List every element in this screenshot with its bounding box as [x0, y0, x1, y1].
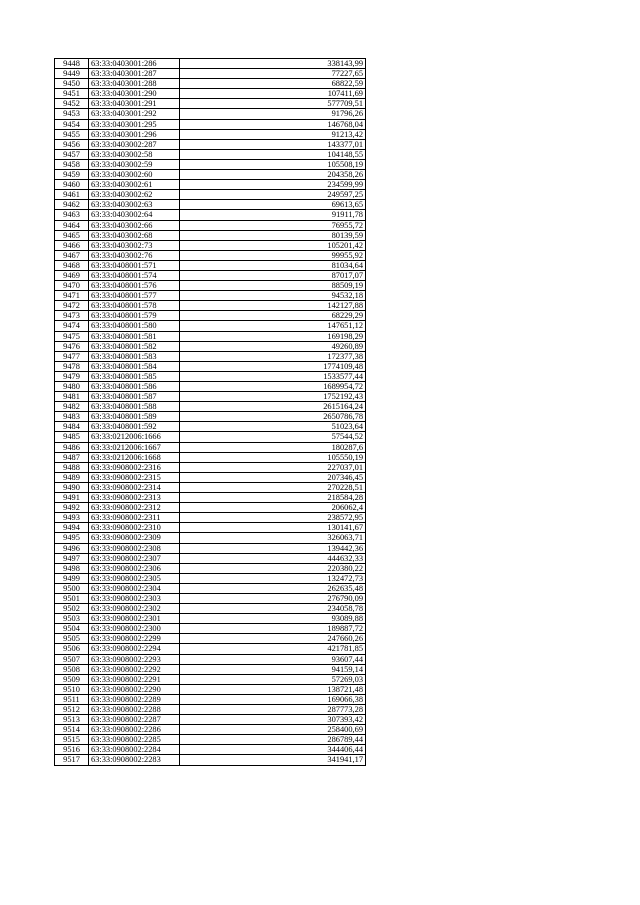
cadastral-number-cell: 63:33:0403001:291	[89, 99, 180, 109]
value-cell: 142127,88	[180, 301, 366, 311]
table-row	[55, 735, 366, 745]
cadastral-number-cell: 63:33:0908002:2292	[89, 664, 180, 674]
value-cell: 88509,19	[180, 281, 366, 291]
value-cell: 69613,65	[180, 200, 366, 210]
cadastral-number-cell: 63:33:0408001:584	[89, 361, 180, 371]
value-cell: 147651,12	[180, 321, 366, 331]
cadastral-number-cell: 63:33:0403002:60	[89, 170, 180, 180]
value-cell: 105201,42	[180, 240, 366, 250]
cadastral-number-cell: 63:33:0403002:64	[89, 210, 180, 220]
table-row	[55, 79, 366, 89]
cadastral-number-cell: 63:33:0908002:2309	[89, 533, 180, 543]
value-cell: 94159,14	[180, 664, 366, 674]
value-cell: 218584,28	[180, 493, 366, 503]
value-cell: 104148,55	[180, 149, 366, 159]
value-cell: 220380,22	[180, 563, 366, 573]
value-cell: 270228,51	[180, 482, 366, 492]
table-row	[55, 503, 366, 513]
row-number-cell: 9463	[55, 210, 89, 220]
cadastral-number-cell: 63:33:0403001:295	[89, 119, 180, 129]
value-cell: 307393,42	[180, 715, 366, 725]
value-cell: 238572,95	[180, 513, 366, 523]
table-row	[55, 281, 366, 291]
row-number-cell: 9481	[55, 392, 89, 402]
value-cell: 189887,72	[180, 624, 366, 634]
table-row	[55, 129, 366, 139]
table-row	[55, 392, 366, 402]
value-cell: 93089,88	[180, 614, 366, 624]
cadastral-number-cell: 63:33:0908002:2305	[89, 573, 180, 583]
row-number-cell: 9491	[55, 493, 89, 503]
table-row	[55, 694, 366, 704]
table-row	[55, 260, 366, 270]
value-cell: 91911,78	[180, 210, 366, 220]
table-row	[55, 624, 366, 634]
value-cell: 169198,29	[180, 331, 366, 341]
table-row	[55, 715, 366, 725]
row-number-cell: 9448	[55, 59, 89, 69]
row-number-cell: 9473	[55, 311, 89, 321]
cadastral-number-cell: 63:33:0908002:2291	[89, 674, 180, 684]
cadastral-number-cell: 63:33:0403001:287	[89, 69, 180, 79]
table-row	[55, 109, 366, 119]
row-number-cell: 9500	[55, 583, 89, 593]
table-row	[55, 573, 366, 583]
cadastral-number-cell: 63:33:0408001:585	[89, 371, 180, 381]
cadastral-number-cell: 63:33:0908002:2312	[89, 503, 180, 513]
cadastral-number-cell: 63:33:0403001:292	[89, 109, 180, 119]
table-row	[55, 382, 366, 392]
cadastral-number-cell: 63:33:0908002:2303	[89, 593, 180, 603]
row-number-cell: 9479	[55, 371, 89, 381]
table-row	[55, 69, 366, 79]
table-row	[55, 442, 366, 452]
cadastral-number-cell: 63:33:0908002:2299	[89, 634, 180, 644]
table-row	[55, 674, 366, 684]
table-row	[55, 422, 366, 432]
value-cell: 57269,03	[180, 674, 366, 684]
row-number-cell: 9459	[55, 170, 89, 180]
value-cell: 93607,44	[180, 654, 366, 664]
row-number-cell: 9455	[55, 129, 89, 139]
row-number-cell: 9480	[55, 382, 89, 392]
value-cell: 80139,59	[180, 230, 366, 240]
cadastral-number-cell: 63:33:0908002:2316	[89, 462, 180, 472]
row-number-cell: 9511	[55, 694, 89, 704]
cadastral-value-table	[54, 58, 366, 766]
value-cell: 169066,38	[180, 694, 366, 704]
value-cell: 94532,18	[180, 291, 366, 301]
row-number-cell: 9489	[55, 472, 89, 482]
table-row	[55, 472, 366, 482]
table-row	[55, 745, 366, 755]
value-cell: 2650786,78	[180, 412, 366, 422]
value-cell: 91213,42	[180, 129, 366, 139]
row-number-cell: 9468	[55, 260, 89, 270]
table-row	[55, 220, 366, 230]
row-number-cell: 9469	[55, 270, 89, 280]
row-number-cell: 9456	[55, 139, 89, 149]
cadastral-number-cell: 63:33:0403002:76	[89, 250, 180, 260]
table-row	[55, 180, 366, 190]
value-cell: 138721,48	[180, 684, 366, 694]
cadastral-number-cell: 63:33:0908002:2293	[89, 654, 180, 664]
value-cell: 207346,45	[180, 472, 366, 482]
row-number-cell: 9495	[55, 533, 89, 543]
table-row	[55, 119, 366, 129]
value-cell: 99955,92	[180, 250, 366, 260]
table-row	[55, 583, 366, 593]
row-number-cell: 9502	[55, 604, 89, 614]
table-row	[55, 371, 366, 381]
table-row	[55, 614, 366, 624]
table-body	[55, 59, 366, 766]
table-row	[55, 240, 366, 250]
table-row	[55, 361, 366, 371]
value-cell: 287773,28	[180, 705, 366, 715]
row-number-cell: 9454	[55, 119, 89, 129]
cadastral-number-cell: 63:33:0908002:2304	[89, 583, 180, 593]
table-row	[55, 705, 366, 715]
row-number-cell: 9498	[55, 563, 89, 573]
row-number-cell: 9487	[55, 452, 89, 462]
cadastral-number-cell: 63:33:0408001:592	[89, 422, 180, 432]
value-cell: 105550,19	[180, 452, 366, 462]
row-number-cell: 9508	[55, 664, 89, 674]
row-number-cell: 9486	[55, 442, 89, 452]
cadastral-number-cell: 63:33:0408001:589	[89, 412, 180, 422]
row-number-cell: 9496	[55, 543, 89, 553]
table-row	[55, 432, 366, 442]
row-number-cell: 9478	[55, 361, 89, 371]
cadastral-number-cell: 63:33:0908002:2314	[89, 482, 180, 492]
value-cell: 180287,6	[180, 442, 366, 452]
table-row	[55, 634, 366, 644]
cadastral-number-cell: 63:33:0403002:73	[89, 240, 180, 250]
value-cell: 344406,44	[180, 745, 366, 755]
cadastral-number-cell: 63:33:0403002:62	[89, 190, 180, 200]
table-row	[55, 493, 366, 503]
value-cell: 130141,67	[180, 523, 366, 533]
value-cell: 132472,73	[180, 573, 366, 583]
row-number-cell: 9505	[55, 634, 89, 644]
cadastral-number-cell: 63:33:0403001:288	[89, 79, 180, 89]
value-cell: 81034,64	[180, 260, 366, 270]
table-row	[55, 452, 366, 462]
cadastral-number-cell: 63:33:0212006:1668	[89, 452, 180, 462]
value-cell: 341941,17	[180, 755, 366, 765]
row-number-cell: 9513	[55, 715, 89, 725]
cadastral-number-cell: 63:33:0408001:587	[89, 392, 180, 402]
value-cell: 1533577,44	[180, 371, 366, 381]
cadastral-number-cell: 63:33:0408001:580	[89, 321, 180, 331]
value-cell: 262635,48	[180, 583, 366, 593]
table-row	[55, 270, 366, 280]
table-row	[55, 462, 366, 472]
cadastral-number-cell: 63:33:0408001:574	[89, 270, 180, 280]
cadastral-number-cell: 63:33:0908002:2307	[89, 553, 180, 563]
row-number-cell: 9482	[55, 402, 89, 412]
table-row	[55, 351, 366, 361]
value-cell: 286789,44	[180, 735, 366, 745]
value-cell: 143377,01	[180, 139, 366, 149]
row-number-cell: 9493	[55, 513, 89, 523]
table-row	[55, 654, 366, 664]
cadastral-number-cell: 63:33:0408001:581	[89, 331, 180, 341]
cadastral-number-cell: 63:33:0408001:582	[89, 341, 180, 351]
value-cell: 68229,29	[180, 311, 366, 321]
cadastral-number-cell: 63:33:0408001:577	[89, 291, 180, 301]
cadastral-number-cell: 63:33:0908002:2283	[89, 755, 180, 765]
table-row	[55, 604, 366, 614]
table-row	[55, 412, 366, 422]
value-cell: 338143,99	[180, 59, 366, 69]
row-number-cell: 9476	[55, 341, 89, 351]
row-number-cell: 9451	[55, 89, 89, 99]
table-row	[55, 99, 366, 109]
value-cell: 234058,78	[180, 604, 366, 614]
cadastral-number-cell: 63:33:0408001:579	[89, 311, 180, 321]
cadastral-number-cell: 63:33:0908002:2284	[89, 745, 180, 755]
row-number-cell: 9488	[55, 462, 89, 472]
cadastral-number-cell: 63:33:0908002:2294	[89, 644, 180, 654]
cadastral-number-cell: 63:33:0403002:68	[89, 230, 180, 240]
row-number-cell: 9492	[55, 503, 89, 513]
value-cell: 421781,85	[180, 644, 366, 654]
row-number-cell: 9514	[55, 725, 89, 735]
row-number-cell: 9516	[55, 745, 89, 755]
row-number-cell: 9483	[55, 412, 89, 422]
value-cell: 51023,64	[180, 422, 366, 432]
value-cell: 2615164,24	[180, 402, 366, 412]
row-number-cell: 9462	[55, 200, 89, 210]
row-number-cell: 9471	[55, 291, 89, 301]
table-row	[55, 563, 366, 573]
cadastral-number-cell: 63:33:0908002:2311	[89, 513, 180, 523]
table-row	[55, 402, 366, 412]
row-number-cell: 9453	[55, 109, 89, 119]
row-number-cell: 9512	[55, 705, 89, 715]
value-cell: 107411,69	[180, 89, 366, 99]
row-number-cell: 9494	[55, 523, 89, 533]
row-number-cell: 9475	[55, 331, 89, 341]
cadastral-number-cell: 63:33:0212006:1667	[89, 442, 180, 452]
row-number-cell: 9449	[55, 69, 89, 79]
value-cell: 249597,25	[180, 190, 366, 200]
row-number-cell: 9464	[55, 220, 89, 230]
cadastral-number-cell: 63:33:0403001:296	[89, 129, 180, 139]
table-row	[55, 59, 366, 69]
row-number-cell: 9470	[55, 281, 89, 291]
value-cell: 1689954,72	[180, 382, 366, 392]
table-row	[55, 725, 366, 735]
cadastral-number-cell: 63:33:0408001:586	[89, 382, 180, 392]
value-cell: 57544,52	[180, 432, 366, 442]
row-number-cell: 9490	[55, 482, 89, 492]
table-row	[55, 513, 366, 523]
table-row	[55, 644, 366, 654]
table-row	[55, 210, 366, 220]
value-cell: 577709,51	[180, 99, 366, 109]
cadastral-number-cell: 63:33:0403002:61	[89, 180, 180, 190]
value-cell: 77227,65	[180, 69, 366, 79]
table-row	[55, 755, 366, 765]
cadastral-number-cell: 63:33:0908002:2306	[89, 563, 180, 573]
row-number-cell: 9472	[55, 301, 89, 311]
table-row	[55, 593, 366, 603]
cadastral-number-cell: 63:33:0908002:2313	[89, 493, 180, 503]
value-cell: 258400,69	[180, 725, 366, 735]
cadastral-number-cell: 63:33:0403002:63	[89, 200, 180, 210]
value-cell: 276790,09	[180, 593, 366, 603]
cadastral-number-cell: 63:33:0908002:2315	[89, 472, 180, 482]
row-number-cell: 9461	[55, 190, 89, 200]
row-number-cell: 9452	[55, 99, 89, 109]
row-number-cell: 9501	[55, 593, 89, 603]
table-row	[55, 533, 366, 543]
table-row	[55, 301, 366, 311]
row-number-cell: 9458	[55, 159, 89, 169]
value-cell: 76955,72	[180, 220, 366, 230]
cadastral-number-cell: 63:33:0908002:2302	[89, 604, 180, 614]
row-number-cell: 9450	[55, 79, 89, 89]
value-cell: 172377,38	[180, 351, 366, 361]
cadastral-number-cell: 63:33:0403001:286	[89, 59, 180, 69]
table-row	[55, 230, 366, 240]
value-cell: 146768,04	[180, 119, 366, 129]
table-row	[55, 89, 366, 99]
cadastral-number-cell: 63:33:0408001:583	[89, 351, 180, 361]
row-number-cell: 9517	[55, 755, 89, 765]
table-row	[55, 311, 366, 321]
row-number-cell: 9503	[55, 614, 89, 624]
row-number-cell: 9457	[55, 149, 89, 159]
value-cell: 444632,33	[180, 553, 366, 563]
table-row	[55, 170, 366, 180]
row-number-cell: 9506	[55, 644, 89, 654]
cadastral-number-cell: 63:33:0908002:2288	[89, 705, 180, 715]
row-number-cell: 9460	[55, 180, 89, 190]
row-number-cell: 9484	[55, 422, 89, 432]
value-cell: 105508,19	[180, 159, 366, 169]
cadastral-number-cell: 63:33:0908002:2289	[89, 694, 180, 704]
row-number-cell: 9499	[55, 573, 89, 583]
table-row	[55, 250, 366, 260]
cadastral-number-cell: 63:33:0408001:578	[89, 301, 180, 311]
table-row	[55, 523, 366, 533]
row-number-cell: 9465	[55, 230, 89, 240]
cadastral-number-cell: 63:33:0908002:2300	[89, 624, 180, 634]
value-cell: 227037,01	[180, 462, 366, 472]
row-number-cell: 9509	[55, 674, 89, 684]
table-row	[55, 684, 366, 694]
value-cell: 87017,07	[180, 270, 366, 280]
row-number-cell: 9466	[55, 240, 89, 250]
cadastral-number-cell: 63:33:0908002:2287	[89, 715, 180, 725]
row-number-cell: 9497	[55, 553, 89, 563]
table-row	[55, 149, 366, 159]
value-cell: 91796,26	[180, 109, 366, 119]
value-cell: 68822,59	[180, 79, 366, 89]
value-cell: 247660,26	[180, 634, 366, 644]
table-row	[55, 321, 366, 331]
row-number-cell: 9515	[55, 735, 89, 745]
cadastral-number-cell: 63:33:0403002:287	[89, 139, 180, 149]
table-row	[55, 553, 366, 563]
table-row	[55, 331, 366, 341]
cadastral-number-cell: 63:33:0403001:290	[89, 89, 180, 99]
value-cell: 49260,89	[180, 341, 366, 351]
value-cell: 1752192,43	[180, 392, 366, 402]
cadastral-number-cell: 63:33:0908002:2308	[89, 543, 180, 553]
row-number-cell: 9504	[55, 624, 89, 634]
cadastral-number-cell: 63:33:0403002:59	[89, 159, 180, 169]
cadastral-number-cell: 63:33:0403002:58	[89, 149, 180, 159]
table-row	[55, 139, 366, 149]
value-cell: 139442,36	[180, 543, 366, 553]
table-row	[55, 200, 366, 210]
cadastral-number-cell: 63:33:0408001:576	[89, 281, 180, 291]
value-cell: 326063,71	[180, 533, 366, 543]
row-number-cell: 9474	[55, 321, 89, 331]
table-row	[55, 159, 366, 169]
cadastral-number-cell: 63:33:0212006:1666	[89, 432, 180, 442]
value-cell: 1774109,48	[180, 361, 366, 371]
table-row	[55, 341, 366, 351]
cadastral-number-cell: 63:33:0908002:2301	[89, 614, 180, 624]
cadastral-number-cell: 63:33:0908002:2285	[89, 735, 180, 745]
value-cell: 206062,4	[180, 503, 366, 513]
table-row	[55, 190, 366, 200]
row-number-cell: 9467	[55, 250, 89, 260]
cadastral-number-cell: 63:33:0403002:66	[89, 220, 180, 230]
cadastral-number-cell: 63:33:0408001:571	[89, 260, 180, 270]
value-cell: 234599,99	[180, 180, 366, 190]
row-number-cell: 9510	[55, 684, 89, 694]
cadastral-number-cell: 63:33:0908002:2286	[89, 725, 180, 735]
table-row	[55, 664, 366, 674]
table-row	[55, 482, 366, 492]
cadastral-number-cell: 63:33:0408001:588	[89, 402, 180, 412]
row-number-cell: 9485	[55, 432, 89, 442]
value-cell: 204358,26	[180, 170, 366, 180]
row-number-cell: 9507	[55, 654, 89, 664]
row-number-cell: 9477	[55, 351, 89, 361]
cadastral-number-cell: 63:33:0908002:2290	[89, 684, 180, 694]
cadastral-number-cell: 63:33:0908002:2310	[89, 523, 180, 533]
table-row	[55, 543, 366, 553]
table-row	[55, 291, 366, 301]
